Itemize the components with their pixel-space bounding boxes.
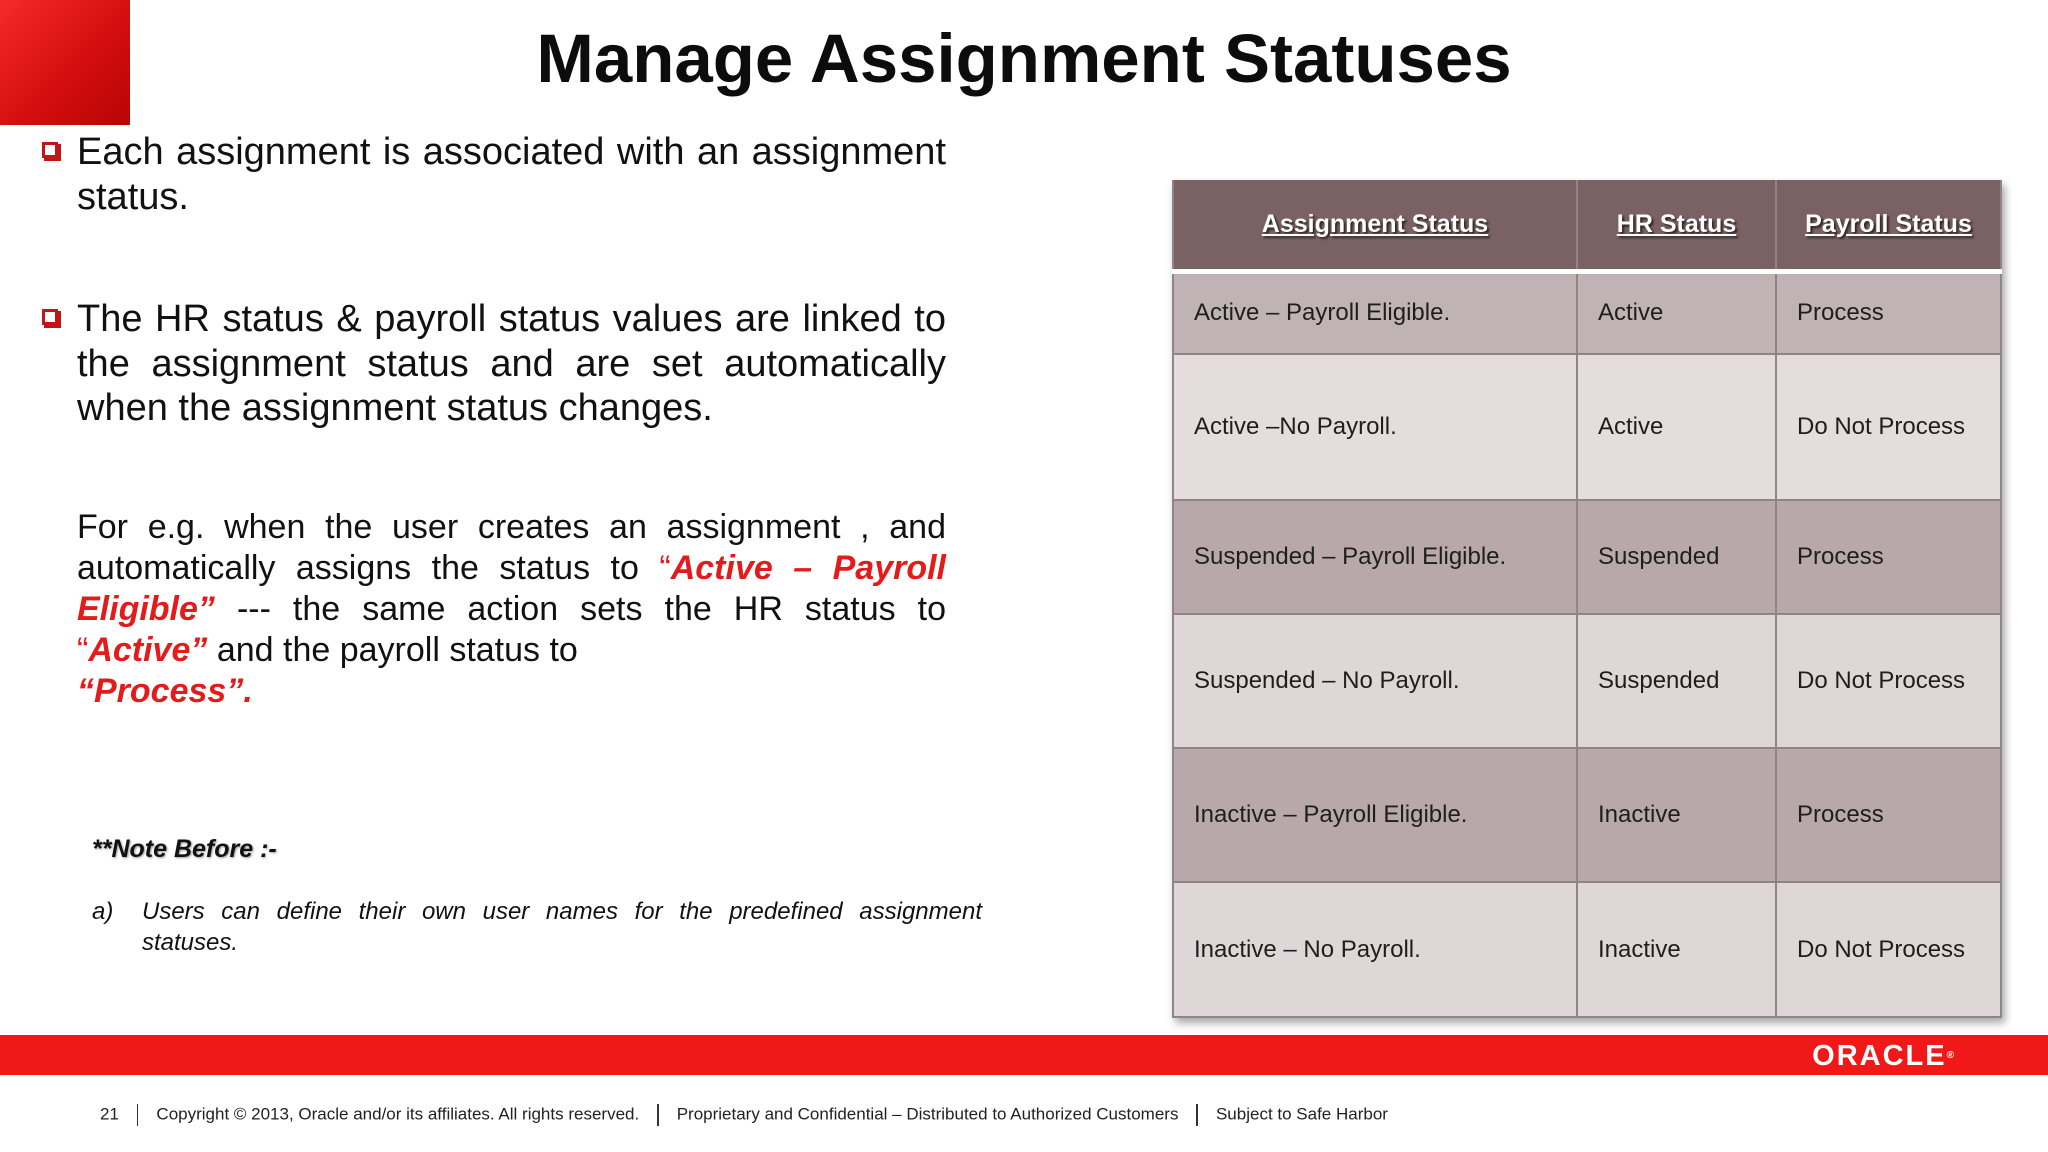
cell-payroll-status: Do Not Process <box>1776 354 2001 500</box>
header-assignment-status: Assignment Status <box>1173 180 1577 272</box>
oracle-logo <box>1812 1041 1954 1071</box>
example-quote: “ <box>659 549 671 587</box>
checkbox-bullet-icon <box>42 309 58 325</box>
example-text: --- the same action sets the HR status to <box>214 590 946 628</box>
example-highlight-hr: Active” <box>88 631 208 669</box>
cell-payroll-status: Do Not Process <box>1776 614 2001 748</box>
cell-hr-status: Active <box>1577 272 1776 354</box>
cell-assignment-status: Suspended – Payroll Eligible. <box>1173 500 1577 614</box>
registered-mark: ® <box>1946 1050 1954 1061</box>
footer-confidential: Proprietary and Confidential – Distributed to Authorized Customers <box>676 1104 1179 1124</box>
bullet-assignment-status <box>42 130 946 219</box>
example-text: and the payroll status to <box>207 631 578 669</box>
assignment-status-table <box>1172 180 2002 1018</box>
cell-hr-status: Inactive <box>1577 748 1776 883</box>
cell-assignment-status: Active – Payroll Eligible. <box>1173 272 1577 354</box>
cell-hr-status: Suspended <box>1577 614 1776 748</box>
note-heading: **Note Before :- <box>92 835 277 863</box>
checkbox-bullet-icon <box>42 142 58 158</box>
example-highlight-status: Active – Payroll Eligible” <box>77 549 947 628</box>
example-quote: “ <box>77 631 89 669</box>
cell-hr-status: Inactive <box>1577 882 1776 1017</box>
note-item <box>92 896 982 958</box>
footer-divider <box>1196 1104 1198 1126</box>
table-row <box>1173 500 2001 614</box>
table-row <box>1173 272 2001 354</box>
example-highlight-payroll: “Process”. <box>77 672 253 710</box>
slide-title: Manage Assignment Statuses <box>536 20 1512 97</box>
footer-copyright: Copyright © 2013, Oracle and/or its affiliates. All rights reserved. <box>156 1104 640 1124</box>
note-item-text: Users can define their own user names for the predefined assignment statuses. <box>142 898 982 956</box>
cell-payroll-status: Do Not Process <box>1776 882 2001 1017</box>
header-payroll-status: Payroll Status <box>1776 180 2001 272</box>
footer <box>100 1104 1388 1126</box>
example-paragraph <box>77 507 946 712</box>
note-item-label: a) <box>92 898 114 925</box>
cell-assignment-status: Inactive – No Payroll. <box>1173 882 1577 1017</box>
table-row <box>1173 614 2001 748</box>
cell-hr-status: Suspended <box>1577 500 1776 614</box>
oracle-logo-text: ORACLE <box>1812 1040 1947 1072</box>
cell-hr-status: Active <box>1577 354 1776 500</box>
footer-red-band <box>0 1035 2048 1075</box>
footer-divider <box>657 1104 659 1126</box>
table-row <box>1173 748 2001 883</box>
cell-assignment-status: Suspended – No Payroll. <box>1173 614 1577 748</box>
cell-payroll-status: Process <box>1776 748 2001 883</box>
cell-payroll-status: Process <box>1776 272 2001 354</box>
cell-assignment-status: Active –No Payroll. <box>1173 354 1577 500</box>
table-header-row <box>1173 180 2001 272</box>
page-number: 21 <box>100 1104 119 1124</box>
header-hr-status: HR Status <box>1577 180 1776 272</box>
footer-divider <box>137 1104 139 1126</box>
bullet-text: Each assignment is associated with an assignment status. <box>77 131 946 218</box>
bullet-text: The HR status & payroll status values are linked to the assignment status and are set automatically when the assignment status changes. <box>77 298 946 429</box>
example-text: For e.g. when the user creates an assignment , and automatically assigns the status to <box>77 508 946 587</box>
table-row <box>1173 354 2001 500</box>
cell-assignment-status: Inactive – Payroll Eligible. <box>1173 748 1577 883</box>
table-row <box>1173 882 2001 1017</box>
footer-safe-harbor: Subject to Safe Harbor <box>1215 1104 1388 1124</box>
bullet-linked-statuses <box>42 297 946 431</box>
cell-payroll-status: Process <box>1776 500 2001 614</box>
